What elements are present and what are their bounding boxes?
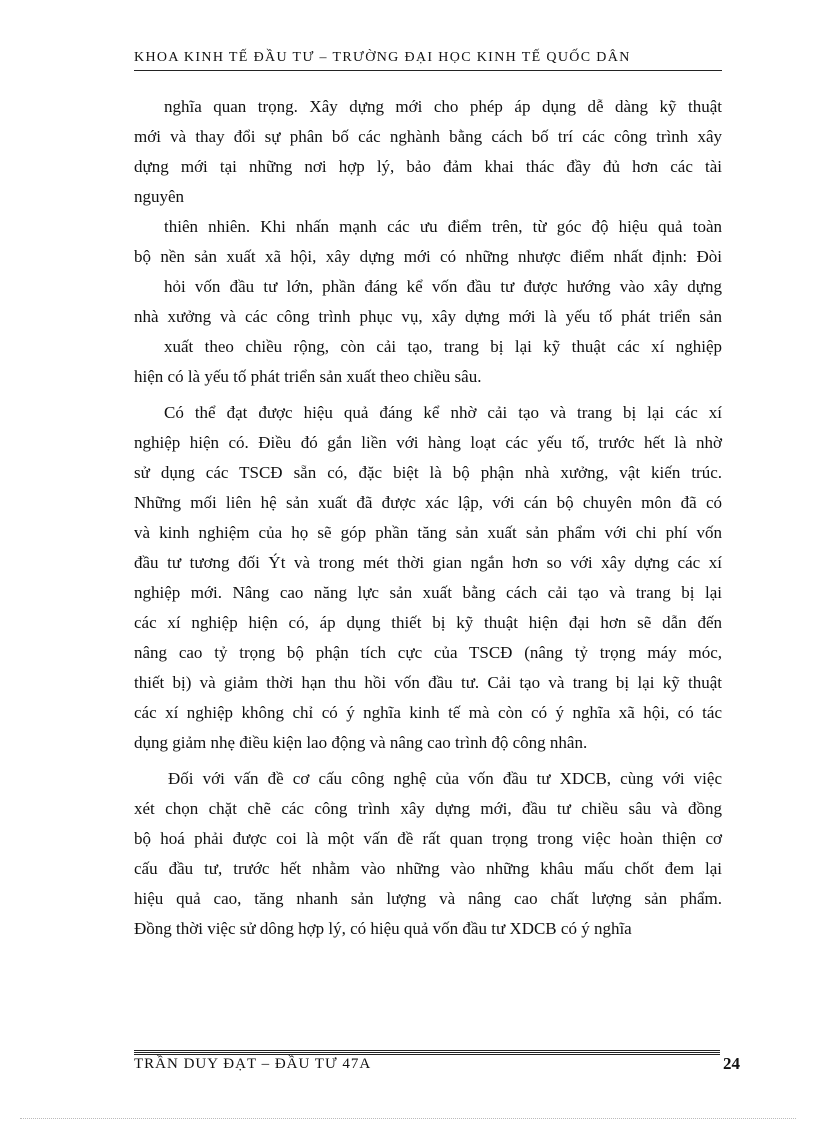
text-line: bộ hoá phải được coi là một vấn đề rất quan trọng trong việc hoàn thiện cơ <box>134 829 722 848</box>
footer-rule <box>134 1054 720 1055</box>
text-line: dụng giảm nhẹ điều kiện lao động và nâng cao trình độ công nhân. <box>134 733 588 752</box>
text-line: Những mối liên hệ sản xuất đã được xác lập, với cán bộ chuyên môn đã có <box>134 493 722 512</box>
header-title: KHOA KINH TẾ ĐẦU TƯ – TRƯỜNG ĐẠI HỌC KINH TẾ QUỐC DÂN <box>134 50 631 65</box>
text-line: nâng cao tỷ trọng bộ phận tích cực của TSCĐ (nâng tỷ trọng máy móc, <box>134 643 722 662</box>
text-line: các xí nghiệp không chỉ có ý nghĩa kinh tế mà còn có ý nghĩa xã hội, có tác <box>134 703 722 722</box>
text-line: các xí nghiệp hiện có, áp dụng thiết bị kỹ thuật hiện đại hơn sẽ dẫn đến <box>134 613 722 632</box>
page-header <box>134 50 722 71</box>
text-line: mới và thay đổi sự phân bố các nghành bằng cách bố trí các công trình xây <box>134 127 722 146</box>
page-number: 24 <box>723 1054 740 1073</box>
footer-rule <box>134 1052 720 1053</box>
text-line: Đồng thời việc sử dông hợp lý, có hiệu quả vốn đầu tư XDCB có ý nghĩa <box>134 919 632 938</box>
text-line: Có thể đạt được hiệu quả đáng kể nhờ cải tạo và trang bị lại các xí <box>164 403 722 422</box>
text-line: Đối với vấn đề cơ cấu công nghệ của vốn đầu tư XDCB, cùng với việc <box>168 769 722 788</box>
text-line: nguyên <box>134 187 185 206</box>
text-line: thiên nhiên. Khi nhấn mạnh các ưu điểm trên, từ góc độ hiệu quả toàn <box>164 217 722 236</box>
text-line: nghĩa quan trọng. Xây dựng mới cho phép áp dụng dễ dàng kỹ thuật <box>164 97 722 116</box>
text-line: nhà xưởng và các công trình phục vụ, xây dựng mới là yếu tố phát triển sản <box>134 307 722 326</box>
footer-author: TRẦN DUY ĐẠT – ĐẦU TƯ 47A <box>134 1056 372 1072</box>
text-line: xét chọn chặt chẽ các công trình xây dựng mới, đầu tư chiều sâu và đồng <box>134 799 722 818</box>
text-line: nghiệp mới. Nâng cao năng lực sản xuất bằng cách cải tạo và trang bị lại <box>134 583 722 602</box>
text-line: hiệu quả cao, tăng nhanh sản lượng và nâng cao chất lượng sản phẩm. <box>134 889 722 908</box>
text-line: đầu tư tương đối Ýt và trong mét thời gian ngắn hơn so với xây dựng các xí <box>134 553 722 572</box>
text-line: nghiệp hiện có. Điều đó gắn liền với hàng loạt các yếu tố, trước hết là nhờ <box>134 433 722 452</box>
page-footer <box>134 1056 740 1076</box>
text-line: và kinh nghiệm của họ sẽ góp phần tăng sản xuất sản phẩm với chi phí vốn <box>134 523 722 542</box>
text-line: sử dụng các TSCĐ sẵn có, đặc biệt là bộ phận nhà xưởng, vật kiến trúc. <box>134 463 722 482</box>
page-bottom-divider <box>20 1118 796 1119</box>
document-body <box>134 92 722 944</box>
text-line: dựng mới tại những nơi hợp lý, bảo đảm khai thác đầy đủ hơn các tài <box>134 157 722 176</box>
text-line: cấu đầu tư, trước hết nhằm vào những vào những khâu mấu chốt đem lại <box>134 859 722 878</box>
text-line: thiết bị) và giảm thời hạn thu hồi vốn đầu tư. Cải tạo và trang bị lại kỹ thuật <box>134 673 722 692</box>
text-line: xuất theo chiều rộng, còn cải tạo, trang bị lại kỹ thuật các xí nghiệp <box>164 337 722 356</box>
text-line: hỏi vốn đầu tư lớn, phần đáng kể vốn đầu tư được hướng vào xây dựng <box>164 277 722 296</box>
footer-rule <box>134 1050 720 1051</box>
text-line: hiện có là yếu tố phát triển sản xuất theo chiều sâu. <box>134 367 482 386</box>
text-line: bộ nền sản xuất xã hội, xây dựng mới có những nhược điểm nhất định: Đòi <box>134 247 722 266</box>
